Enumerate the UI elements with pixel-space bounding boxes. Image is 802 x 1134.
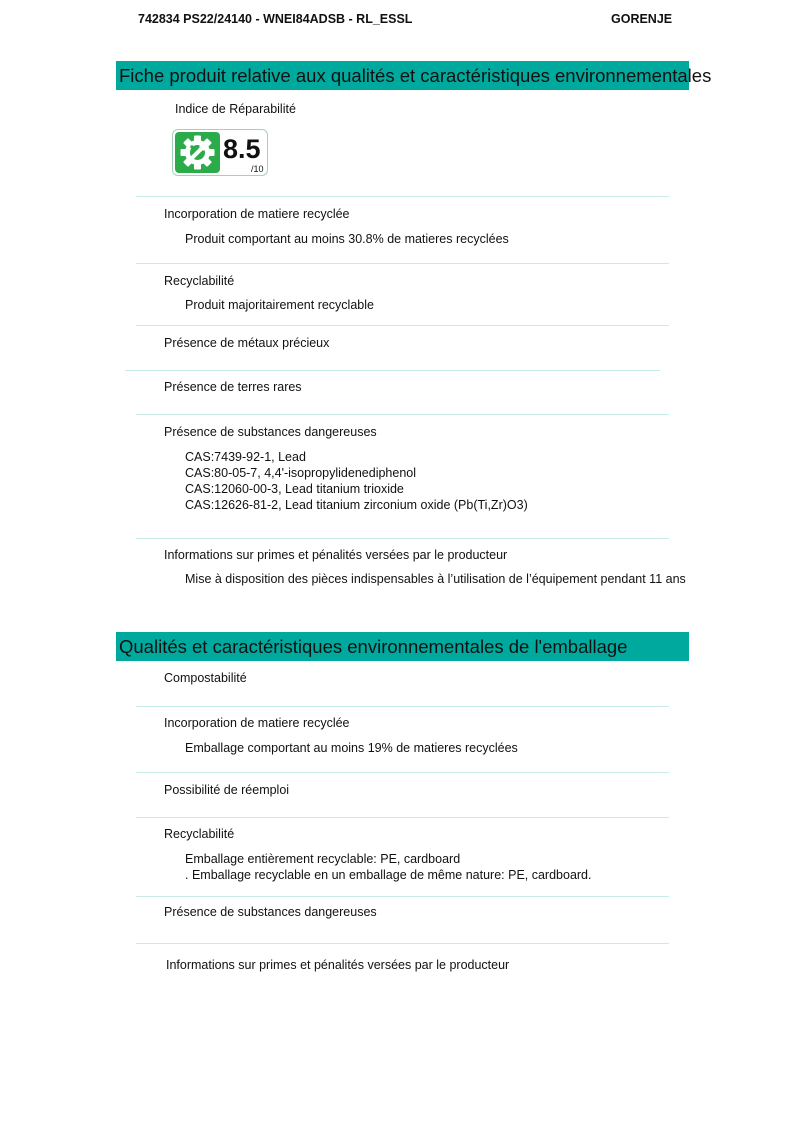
repairability-label: Indice de Réparabilité: [175, 102, 296, 116]
document-reference: 742834 PS22/24140 - WNEI84ADSB - RL_ESSL: [138, 12, 413, 26]
repairability-scale: /10: [251, 164, 264, 174]
hazardous-item: CAS:7439-92-1, Lead: [185, 450, 306, 464]
recycled-material-value: Produit comportant au moins 30.8% de matieres recyclées: [185, 232, 509, 246]
packaging-hazardous-label: Présence de substances dangereuses: [164, 905, 377, 919]
rare-earths-label: Présence de terres rares: [164, 380, 302, 394]
separator: [136, 325, 669, 326]
compostability-label: Compostabilité: [164, 671, 247, 685]
packaging-recycled-material-value: Emballage comportant au moins 19% de matieres recyclées: [185, 741, 518, 755]
hazardous-item: CAS:12626-81-2, Lead titanium zirconium oxide (Pb(Ti,Zr)O3): [185, 498, 528, 512]
reuse-label: Possibilité de réemploi: [164, 783, 290, 797]
separator: [136, 943, 669, 944]
packaging-recyclability-line: Emballage entièrement recyclable: PE, cardboard: [185, 852, 461, 866]
brand-name: GORENJE: [611, 12, 673, 26]
separator: [136, 263, 669, 264]
recyclability-label: Recyclabilité: [164, 274, 235, 288]
hazardous-item: CAS:12060-00-3, Lead titanium trioxide: [185, 482, 404, 496]
separator: [136, 706, 669, 707]
packaging-recyclability-label: Recyclabilité: [164, 827, 235, 841]
section-title-packaging: Qualités et caractéristiques environnementales de l'emballage: [116, 632, 689, 661]
producer-bonus-value: Mise à disposition des pièces indispensables à l’utilisation de l’équipement pendant 11 ans: [185, 572, 686, 586]
hazardous-item: CAS:80-05-7, 4,4'-isopropylidenediphenol: [185, 466, 417, 480]
repairability-score: 8.5: [223, 134, 261, 164]
hazardous-substances-label: Présence de substances dangereuses: [164, 425, 377, 439]
recycled-material-label: Incorporation de matiere recyclée: [164, 207, 350, 221]
producer-bonus-label: Informations sur primes et pénalités versées par le producteur: [164, 548, 508, 562]
separator: [136, 772, 669, 773]
separator: [125, 370, 660, 371]
separator: [136, 414, 669, 415]
recyclability-value: Produit majoritairement recyclable: [185, 298, 374, 312]
precious-metals-label: Présence de métaux précieux: [164, 336, 330, 350]
packaging-recyclability-line: . Emballage recyclable en un emballage de même nature: PE, cardboard.: [185, 868, 592, 882]
separator: [136, 196, 669, 197]
repair-gear-icon: [175, 132, 220, 173]
repairability-badge: [172, 129, 268, 176]
section-title-product: Fiche produit relative aux qualités et caractéristiques environnementales: [116, 61, 689, 90]
packaging-bonus-label: Informations sur primes et pénalités versées par le producteur: [166, 958, 510, 972]
separator: [136, 896, 669, 897]
separator: [136, 538, 669, 539]
packaging-recycled-material-label: Incorporation de matiere recyclée: [164, 716, 350, 730]
separator: [136, 817, 669, 818]
